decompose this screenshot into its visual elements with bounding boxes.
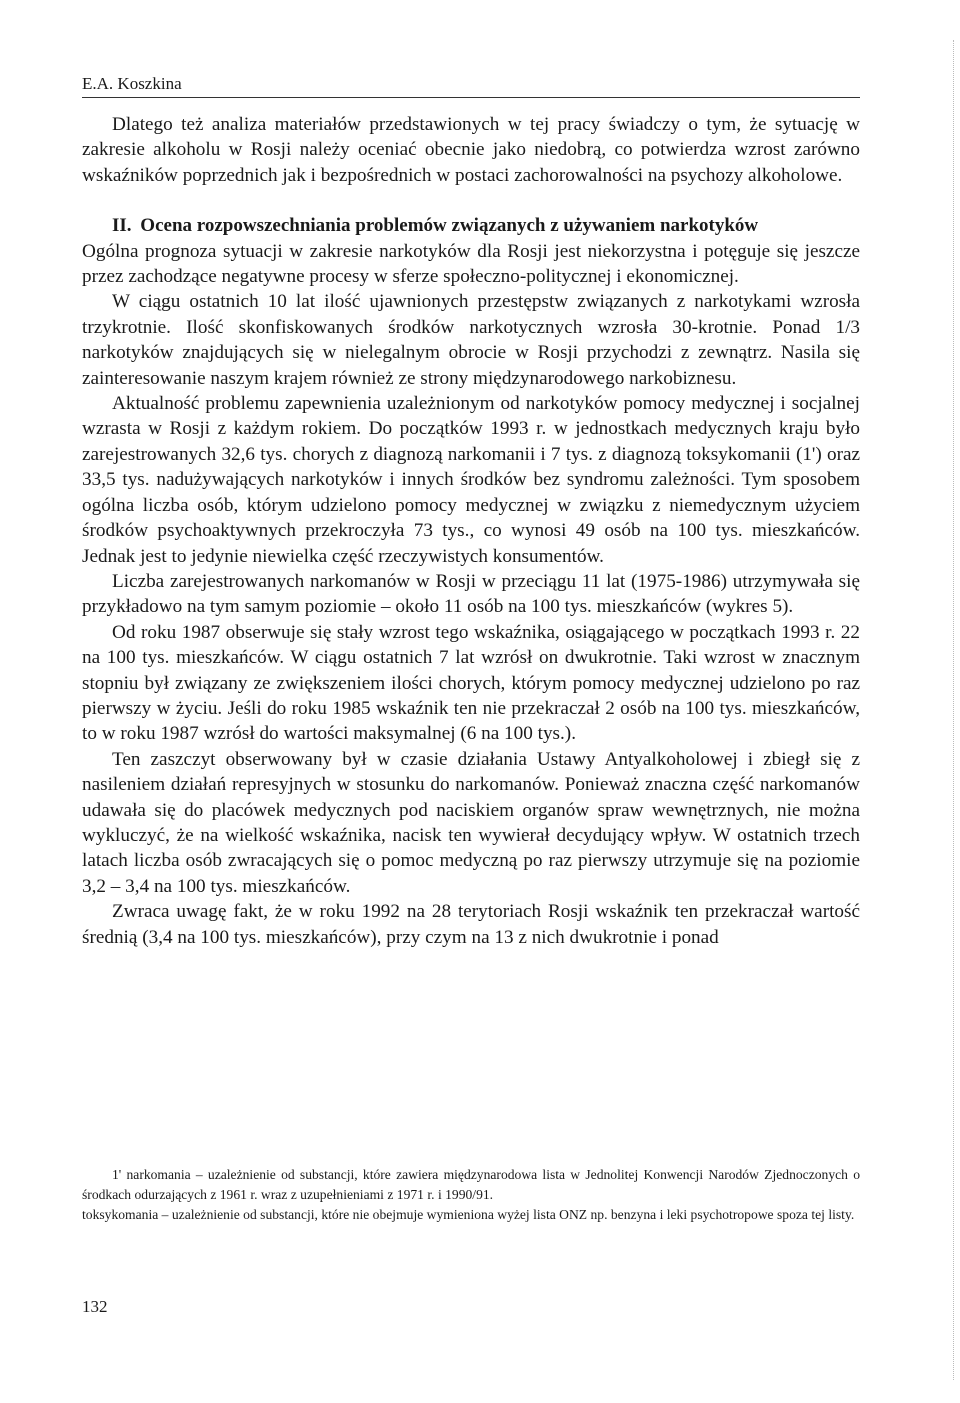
section-gap <box>82 188 860 213</box>
paragraph: Aktualność problemu zapewnienia uzależnionym od narkotyków pomocy medycznej i socjalnej wzrasta w Rosji z każdym rokiem. Do początków 1993 r. w jednostkach medycznych kraju było zarejestrowanych 32,6 tys. chorych z diagnozą narkomanii i 7 tys. z diagnozą toksykomanii (1') oraz 33,5 tys. nadużywających narkotyków i innych środków bez syndromu zależności. Tym sposobem ogólna liczba osób, którym udzielono pomocy medycznej w związku z niemedycznym użyciem środków psychoaktywnych przekroczyła 73 tys., co wynosi 49 osób na 100 tys. mieszkańców. Jednak jest to jedynie niewielka część rzeczywistych konsumentów. <box>82 393 860 567</box>
scan-edge-artifact <box>951 40 954 1380</box>
section-title: Ocena rozpowszechniania problemów związanych z używaniem narkotyków <box>140 215 759 237</box>
paragraph: Liczba zarejestrowanych narkomanów w Rosji w przeciągu 11 lat (1975-1986) utrzymywała się przykładowo na tym samym poziomie – około 11 osób na 100 tys. mieszkańców (wykres 5). <box>82 570 860 618</box>
footnotes <box>82 1165 860 1225</box>
section-heading <box>82 213 860 238</box>
footnote-2: toksykomania – uzależnienie od substancji, które nie obejmuje wymieniona wyżej lista ONZ np. benzyna i leki psychotropowe spoza tej listy. <box>82 1207 855 1222</box>
section-number: II. <box>112 215 132 237</box>
paragraph: Ogólna prognoza sytuacji w zakresie narkotyków dla Rosji jest niekorzystna i potęguje się jeszcze przez zachodzące negatywne procesy w sferze społeczno-politycznej i ekonomicznej. <box>82 240 860 288</box>
paragraph: W ciągu ostatnich 10 lat ilość ujawnionych przestępstw związanych z narkotykami wzrosła trzykrotnie. Ilość skonfiskowanych środków narkotycznych wzrosła 30-krotnie. Ponad 1/3 narkotyków znajdujących się w nielegalnym obrocie w Rosji przychodzi z zewnątrz. Nasila się zainteresowanie naszym krajem również ze strony międzynarodowego narkobiznesu. <box>82 291 860 389</box>
page-number: 132 <box>82 1297 108 1316</box>
body-text <box>82 112 860 950</box>
paragraph: Ten zaszczyt obserwowany był w czasie działania Ustawy Antyalkoholowej i zbiegł się z nasileniem działań represyjnych w stosunku do narkomanów. Ponieważ znaczna część narkomanów udawała się do placówek medycznych pod naciskiem organów spraw wewnętrznych, nie można wykluczyć, że na wielkość wskaźnika, nacisk ten wywierał decydujący wpływ. W ostatnich trzech latach liczba osób zwracających się o pomoc medyczną po raz pierwszy utrzymuje się na poziomie 3,2 – 3,4 na 100 tys. mieszkańców. <box>82 748 860 897</box>
intro-paragraph: Dlatego też analiza materiałów przedstawionych w tej pracy świadczy o tym, że sytuację w zakresie alkoholu w Rosji należy oceniać obecnie jako niedobrą, co potwierdza wzrost zarówno wskaźników poprzednich jak i bezpośrednich w postaci zachorowalności na psychozy alkoholowe. <box>82 114 860 186</box>
footnote-1: 1' narkomania – uzależnienie od substancji, które zawiera międzynarodowa lista w Jednolitej Konwencji Narodów Zjednoczonych o środkach odurzających z 1961 r. wraz z uzupełnieniami z 1971 r. i 1990/91. <box>82 1167 860 1202</box>
running-header: E.A. Koszkina <box>82 74 182 93</box>
paragraph: Od roku 1987 obserwuje się stały wzrost tego wskaźnika, osiągającego w początkach 1993 r. 22 na 100 tys. mieszkańców. W ciągu ostatnich 7 lat wzrósł on dwukrotnie. Taki wzrost w znacznym stopniu był związany ze zwiększeniem ilości chorych, którym pomocy medycznej udzielono po raz pierwszy w życiu. Jeśli do roku 1985 wskaźnik ten nie przekraczał 2 osób na 100 tys. mieszkańców, to w roku 1987 wzrósł do wartości maksymalnej (6 na 100 tys.). <box>82 621 860 745</box>
header-divider <box>82 97 860 98</box>
paragraph: Zwraca uwagę fakt, że w roku 1992 na 28 terytoriach Rosji wskaźnik ten przekraczał wartość średnią (3,4 na 100 tys. mieszkańców), przy czym na 13 z nich dwukrotnie i ponad <box>82 901 860 948</box>
